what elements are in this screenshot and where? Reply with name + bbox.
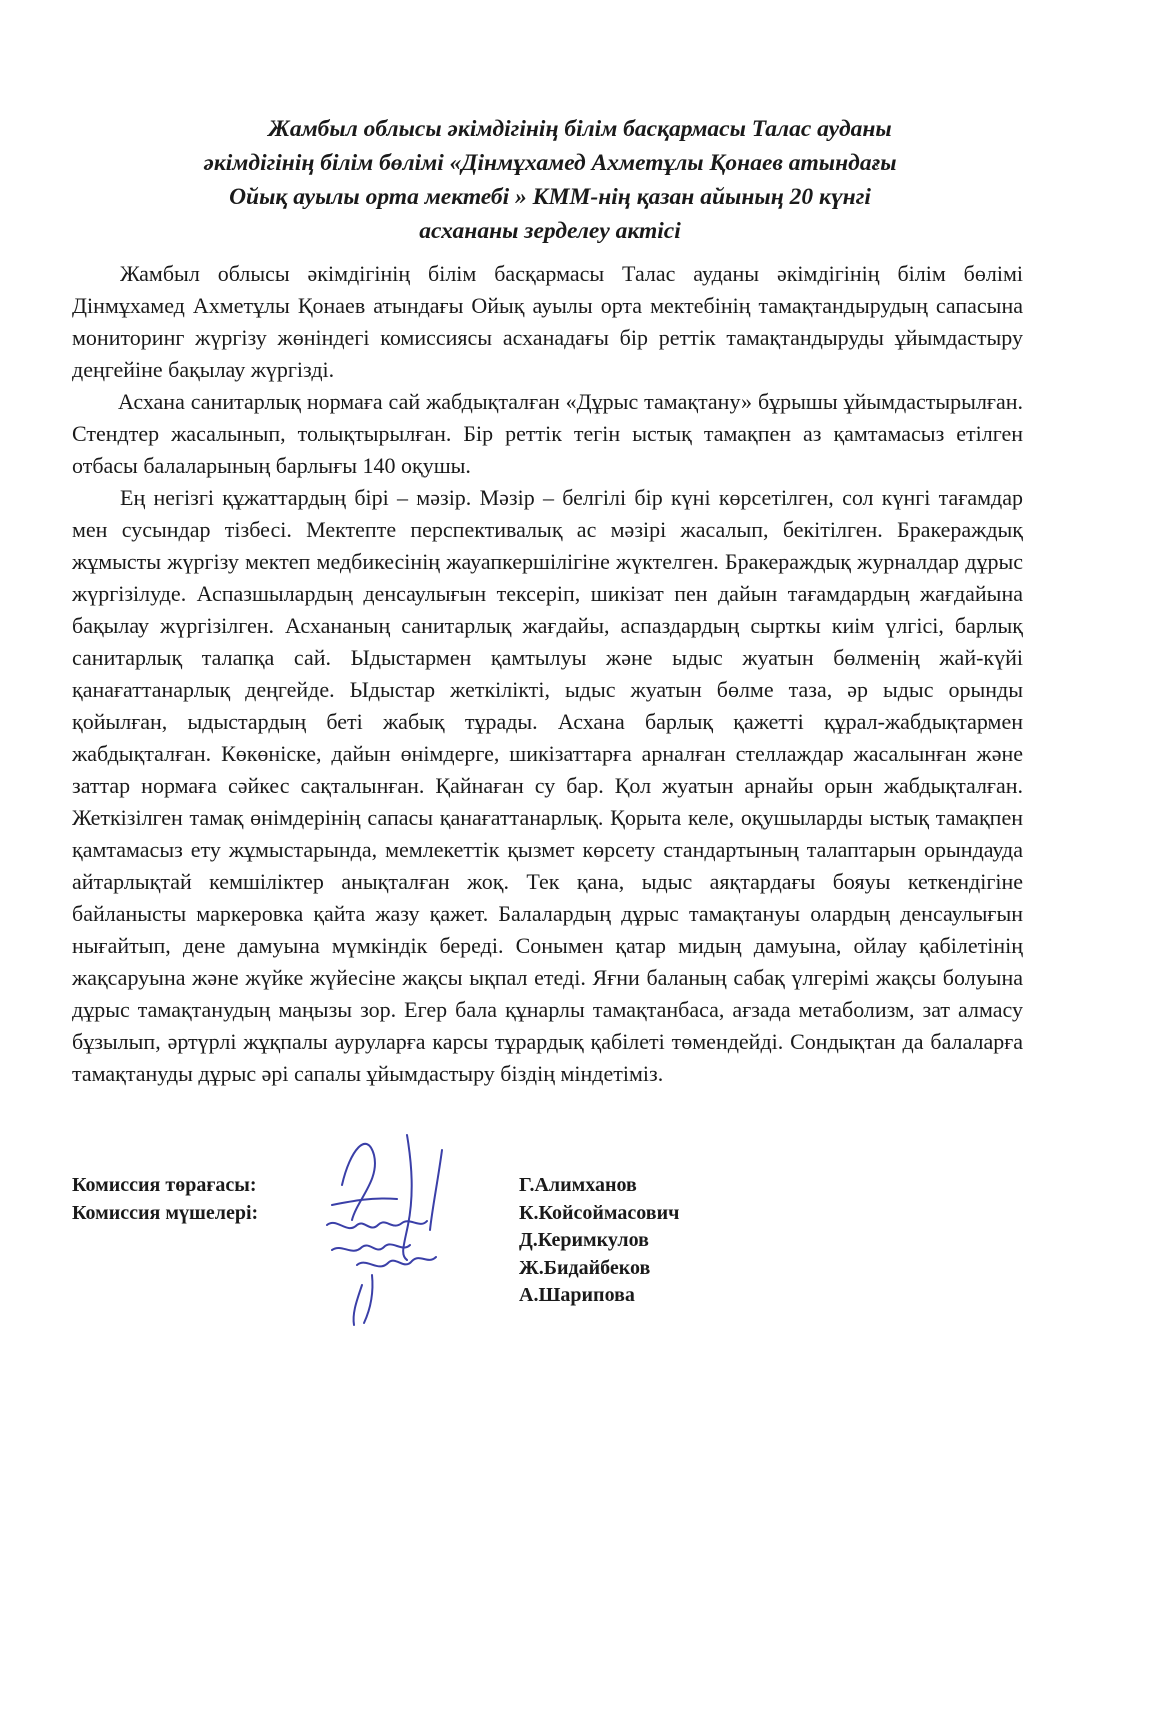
signatory-name: А.Шарипова: [519, 1284, 635, 1306]
document-body: [72, 258, 1023, 1090]
signatory-name: К.Койсоймасович: [519, 1201, 680, 1224]
document-title: [100, 112, 1000, 248]
paragraph-3: Ең негізгі құжаттардың бірі – мәзір. Мәзір – белгілі бір күні көрсетілген, сол күнгі тағамдар мен сусындар тізбесі. Мектепте перспективалық ас мәзірі жасалып, бекітілген. Бракераждық жұмысты жүргізу мектеп медбикесінің жауапкершілігіне жүктелген. Бракераждық журналдар дұрыс жүргізілуде. Аспазшылардың денсаулығын тексеріп, шикізат пен дайын тағамдардың жағдайына бақылау жүргізілген. Асхананың санитарлық жағдайы, аспаздардың сырткы киім үлгісі, барлық санитарлық талапқа сай. Ыдыстармен қамтылуы және ыдыс жуатын бөлменің жай-күйі қанағаттанарлық деңгейде. Ыдыстар жеткілікті, ыдыс жуатын бөлме таза, әр ыдыс орынды қойылған, ыдыстардың беті жабық тұрады. Асхана барлық қажетті құрал-жабдықтармен жабдықталған. Көкөніске, дайын өнімдерге, шикізаттарға арналған стеллаждар жасалынған және заттар нормаға сәйкес сақталынған. Қайнаған су бар. Қол жуатын арнайы орын жабдықталған. Жеткізілген тамақ өнімдерінің сапасы қанағаттанарлық. Қорыта келе, оқушыларды ыстық тамақпен қамтамасыз ету жұмыстарында, мемлекеттік қызмет көрсету стандартының талаптарын орындауда айтарлықтай кемшіліктер анықталған жоқ. Тек қана, ыдыс аяқтардағы бояуы кеткендігіне байланысты маркеровка қайта жазу қажет. Балалардың дұрыс тамақтануы олардың денсаулығын нығайтып, дене дамуына мүмкіндік береді. Сонымен қатар мидың дамуына, ойлау қабілетінің жақсаруына және жүйке жүйесіне жақсы ықпал етеді. Яғни баланың сабақ үлгерімі жақсы болуына дұрыс тамақтанудың маңызы зор. Егер бала құнарлы тамақтанбаса, ағзада метаболизм, зат алмасу бұзылып, әртүрлі жұқпалы ауруларға карсы тұрардық қабілеті төмендейді. Сондықтан да балаларға тамақтануды дұрыс әрі сапалы ұйымдастыру біздің міндетіміз.: [72, 485, 1023, 1086]
signature-names: [519, 1172, 679, 1310]
signatory-name: Д.Керимкулов: [519, 1229, 649, 1251]
paragraph-2: Асхана санитарлық нормаға сай жабдықталған «Дұрыс тамақтану» бұрышы ұйымдастырылған. Стендтер жасалынып, толықтырылған. Бір реттік тегін ыстық тамақпен аз қамтамасыз етілген отбасы балаларының барлығы 140 оқушы.: [72, 389, 1023, 478]
signatory-name: Ж.Бидайбеков: [519, 1256, 651, 1279]
title-line-4: асхананы зерделеу актісі: [419, 218, 681, 244]
handwritten-signature: [312, 1125, 492, 1330]
members-label: Комиссия мүшелері:: [72, 1201, 259, 1224]
title-line-2: әкімдігінің білім бөлімі «Дінмұхамед Ахметұлы Қонаев атындағы: [203, 150, 897, 176]
title-line-3: Ойық ауылы орта мектебі » КММ-нің қазан айының 20 күнгі: [229, 184, 871, 210]
chair-label: Комиссия төрағасы:: [72, 1174, 257, 1196]
title-line-1: Жамбыл облысы әкімдігінің білім басқармасы Талас ауданы: [268, 116, 892, 142]
signatory-name: Г.Алимханов: [519, 1174, 637, 1196]
signature-roles: [72, 1172, 258, 1227]
paragraph-1: Жамбыл облысы әкімдігінің білім басқармасы Талас ауданы әкімдігінің білім бөлімі Дінмұхамед Ахметұлы Қонаев атындағы Ойық ауылы орта мектебінің тамақтандырудың сапасына мониторинг жүргізу жөніндегі комиссиясы асханадағы бір реттік тамақтандыруды ұйымдастыру деңгейіне бақылау жүргізді.: [72, 261, 1023, 382]
